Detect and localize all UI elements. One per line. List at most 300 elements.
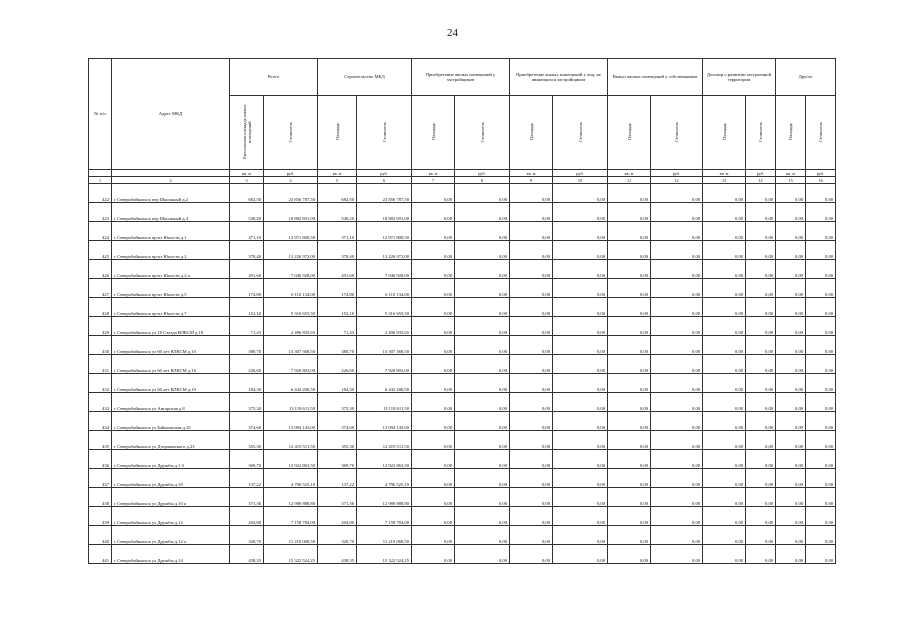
row-construction-area: 369,70 (318, 450, 357, 469)
row-zero-value: 0,00 (806, 450, 836, 469)
header-subcolumn (455, 96, 510, 170)
row-total-cost: 7 920 803,00 (264, 355, 318, 374)
table-row (89, 241, 836, 260)
header-subcolumn-label: Стоимость (674, 121, 680, 143)
column-number-cell: 3 (230, 177, 264, 184)
row-construction-area: 137,22 (318, 469, 357, 488)
row-construction-area: 371,10 (318, 222, 357, 241)
row-zero-value: 0,00 (746, 507, 776, 526)
header-subcolumn (746, 96, 776, 170)
row-zero-value: 0,00 (608, 241, 651, 260)
row-total-cost: 2 496 835,65 (264, 317, 318, 336)
row-zero-value: 0,00 (806, 355, 836, 374)
row-total-cost: 12 980 888,80 (264, 488, 318, 507)
row-zero-value: 0,00 (703, 355, 746, 374)
row-total-area: 152,10 (230, 298, 264, 317)
row-total-area: 371,36 (230, 488, 264, 507)
row-total-cost: 12 419 511,50 (264, 431, 318, 450)
column-number-cell: 14 (746, 177, 776, 184)
row-zero-value: 0,00 (553, 412, 608, 431)
row-zero-value: 0,00 (510, 355, 553, 374)
row-total-cost: 12 971 800,50 (264, 222, 318, 241)
row-zero-value: 0,00 (553, 260, 608, 279)
row-zero-value: 0,00 (776, 279, 806, 298)
row-zero-value: 0,00 (412, 317, 455, 336)
row-zero-value: 0,00 (703, 545, 746, 564)
row-zero-value: 0,00 (746, 469, 776, 488)
row-total-cost: 23 856 787,50 (264, 184, 318, 203)
row-construction-cost: 6 110 134,00 (357, 279, 412, 298)
row-construction-area: 355,30 (318, 431, 357, 450)
row-zero-value: 0,00 (776, 317, 806, 336)
header-subcolumn-label: Стоимость (577, 121, 583, 143)
table-row (89, 393, 836, 412)
row-zero-value: 0,00 (806, 469, 836, 488)
table-row (89, 450, 836, 469)
row-total-area: 204,80 (230, 507, 264, 526)
row-zero-value: 0,00 (703, 298, 746, 317)
row-zero-value: 0,00 (703, 412, 746, 431)
header-subcolumn-label: Площадь (334, 123, 340, 141)
row-zero-value: 0,00 (510, 526, 553, 545)
row-number: 428 (89, 298, 112, 317)
row-zero-value: 0,00 (651, 450, 703, 469)
row-zero-value: 0,00 (608, 488, 651, 507)
row-address: г Северобайкальск ул Дружбы д.10 (112, 469, 230, 488)
row-zero-value: 0,00 (651, 545, 703, 564)
row-zero-value: 0,00 (608, 412, 651, 431)
row-total-area: 540,20 (230, 203, 264, 222)
row-zero-value: 0,00 (455, 393, 510, 412)
row-zero-value: 0,00 (806, 526, 836, 545)
row-zero-value: 0,00 (746, 260, 776, 279)
row-construction-area: 71,43 (318, 317, 357, 336)
row-total-area: 682,50 (230, 184, 264, 203)
header-subcolumn (608, 96, 651, 170)
row-zero-value: 0,00 (412, 488, 455, 507)
row-zero-value: 0,00 (806, 203, 836, 222)
row-zero-value: 0,00 (510, 545, 553, 564)
column-number-cell: 15 (776, 177, 806, 184)
row-zero-value: 0,00 (455, 374, 510, 393)
row-construction-cost: 12 980 888,80 (357, 488, 412, 507)
header-subcolumn-label: Площадь (721, 123, 727, 141)
unit-cell: руб. (746, 170, 776, 177)
row-zero-value: 0,00 (651, 507, 703, 526)
row-address: г Северобайкальск ул Байкальская д.35 (112, 412, 230, 431)
row-zero-value: 0,00 (703, 203, 746, 222)
page-number: 24 (447, 27, 458, 39)
row-zero-value: 0,00 (746, 241, 776, 260)
row-zero-value: 0,00 (806, 298, 836, 317)
row-total-cost: 13 118 611,50 (264, 393, 318, 412)
row-zero-value: 0,00 (553, 222, 608, 241)
row-zero-value: 0,00 (651, 526, 703, 545)
row-zero-value: 0,00 (776, 545, 806, 564)
row-zero-value: 0,00 (776, 336, 806, 355)
row-zero-value: 0,00 (746, 450, 776, 469)
table-row (89, 203, 836, 222)
row-zero-value: 0,00 (553, 317, 608, 336)
row-construction-area: 682,50 (318, 184, 357, 203)
row-zero-value: 0,00 (703, 184, 746, 203)
row-zero-value: 0,00 (776, 260, 806, 279)
row-zero-value: 0,00 (703, 336, 746, 355)
unit-cell: руб. (806, 170, 836, 177)
header-subcolumn-label: Стоимость (288, 121, 293, 143)
row-zero-value: 0,00 (608, 374, 651, 393)
row-total-cost: 11 210 068,50 (264, 526, 318, 545)
row-zero-value: 0,00 (553, 184, 608, 203)
row-zero-value: 0,00 (776, 241, 806, 260)
row-construction-cost: 7 920 803,00 (357, 355, 412, 374)
row-zero-value: 0,00 (510, 450, 553, 469)
row-address: г Северобайкальск ул Дружбы д.14 (112, 545, 230, 564)
column-number-cell: 5 (318, 177, 357, 184)
row-address: г Северобайкальск пр-кт Юности д.7 (112, 298, 230, 317)
row-zero-value: 0,00 (746, 355, 776, 374)
row-number: 434 (89, 412, 112, 431)
row-zero-value: 0,00 (510, 317, 553, 336)
header-subcolumn-label: Стоимость (479, 121, 485, 143)
row-zero-value: 0,00 (703, 317, 746, 336)
row-zero-value: 0,00 (412, 393, 455, 412)
row-total-cost: 18 882 691,00 (264, 203, 318, 222)
row-zero-value: 0,00 (651, 260, 703, 279)
table-row (89, 412, 836, 431)
column-number-cell: 12 (651, 177, 703, 184)
row-zero-value: 0,00 (553, 393, 608, 412)
row-address: г Северобайкальск пр-кт Юности д.5 (112, 279, 230, 298)
row-number: 430 (89, 336, 112, 355)
table-row (89, 355, 836, 374)
row-construction-cost: 12 922 863,50 (357, 450, 412, 469)
table-row (89, 374, 836, 393)
row-total-cost: 7 158 784,00 (264, 507, 318, 526)
row-construction-cost: 5 316 655,50 (357, 298, 412, 317)
column-number-cell: 7 (412, 177, 455, 184)
row-zero-value: 0,00 (553, 450, 608, 469)
row-construction-cost: 13 118 611,50 (357, 393, 412, 412)
row-address: г Северобайкальск пр-кт Юности д.2 (112, 241, 230, 260)
row-zero-value: 0,00 (806, 545, 836, 564)
unit-cell: кв. м (776, 170, 806, 177)
row-zero-value: 0,00 (651, 241, 703, 260)
row-zero-value: 0,00 (608, 184, 651, 203)
unit-cell: кв. м (608, 170, 651, 177)
header-subcolumn (806, 96, 836, 170)
row-total-area: 371,10 (230, 222, 264, 241)
units-empty-cell (89, 170, 112, 177)
row-construction-cost: 2 496 835,65 (357, 317, 412, 336)
row-zero-value: 0,00 (703, 222, 746, 241)
row-zero-value: 0,00 (806, 488, 836, 507)
row-zero-value: 0,00 (703, 279, 746, 298)
row-zero-value: 0,00 (703, 241, 746, 260)
row-zero-value: 0,00 (806, 507, 836, 526)
row-address: г Северобайкальск ул Дзержинского д.23 (112, 431, 230, 450)
row-construction-area: 438,35 (318, 545, 357, 564)
row-zero-value: 0,00 (776, 507, 806, 526)
unit-cell: руб. (357, 170, 412, 177)
row-zero-value: 0,00 (746, 488, 776, 507)
row-zero-value: 0,00 (553, 279, 608, 298)
row-zero-value: 0,00 (806, 222, 836, 241)
row-address: г Северобайкальск пр-кт Юности д.2 а (112, 260, 230, 279)
row-address: г Северобайкальск пр-кт Юности д.1 (112, 222, 230, 241)
row-total-cost: 5 316 655,50 (264, 298, 318, 317)
row-zero-value: 0,00 (455, 184, 510, 203)
row-zero-value: 0,00 (746, 184, 776, 203)
header-subcolumn (703, 96, 746, 170)
table-row (89, 469, 836, 488)
row-number: 433 (89, 393, 112, 412)
row-construction-cost: 4 796 525,10 (357, 469, 412, 488)
row-zero-value: 0,00 (776, 393, 806, 412)
row-zero-value: 0,00 (651, 222, 703, 241)
row-number: 439 (89, 507, 112, 526)
row-zero-value: 0,00 (412, 222, 455, 241)
row-zero-value: 0,00 (553, 545, 608, 564)
row-zero-value: 0,00 (746, 317, 776, 336)
row-zero-value: 0,00 (608, 469, 651, 488)
row-zero-value: 0,00 (455, 412, 510, 431)
row-zero-value: 0,00 (806, 412, 836, 431)
unit-cell: кв. м (318, 170, 357, 177)
row-zero-value: 0,00 (651, 412, 703, 431)
table-row (89, 317, 836, 336)
row-zero-value: 0,00 (703, 488, 746, 507)
row-total-cost: 4 796 525,10 (264, 469, 318, 488)
row-address: г Северобайкальск ул Дружбы д.12 (112, 507, 230, 526)
row-zero-value: 0,00 (455, 279, 510, 298)
row-zero-value: 0,00 (412, 412, 455, 431)
row-zero-value: 0,00 (510, 336, 553, 355)
table-row (89, 260, 836, 279)
row-zero-value: 0,00 (776, 355, 806, 374)
row-construction-area: 174,80 (318, 279, 357, 298)
row-zero-value: 0,00 (412, 526, 455, 545)
header-subcolumn-label: Стоимость (758, 121, 764, 143)
row-construction-cost: 23 856 787,50 (357, 184, 412, 203)
row-address: г Северобайкальск ул 60 лет ВЛКСМ д.19 (112, 374, 230, 393)
row-zero-value: 0,00 (776, 203, 806, 222)
row-zero-value: 0,00 (608, 317, 651, 336)
column-number-cell: 11 (608, 177, 651, 184)
row-zero-value: 0,00 (651, 488, 703, 507)
column-number-cell: 1 (89, 177, 112, 184)
row-zero-value: 0,00 (608, 298, 651, 317)
table-row (89, 507, 836, 526)
row-zero-value: 0,00 (455, 203, 510, 222)
header-group: Выкуп жилых помещений у собственников (608, 59, 703, 96)
row-zero-value: 0,00 (776, 488, 806, 507)
row-zero-value: 0,00 (746, 203, 776, 222)
row-zero-value: 0,00 (806, 260, 836, 279)
row-total-cost: 12 922 863,50 (264, 450, 318, 469)
header-group: Другое (776, 59, 836, 96)
row-construction-area: 320,70 (318, 526, 357, 545)
header-groups-row (89, 59, 836, 96)
row-construction-cost: 7 046 928,00 (357, 260, 412, 279)
row-construction-area: 378,40 (318, 241, 357, 260)
row-address: г Северобайкальск пер Школьный д.4 (112, 203, 230, 222)
row-address: г Северобайкальск пер Школьный д.2 (112, 184, 230, 203)
header-subcolumn (230, 96, 264, 170)
row-zero-value: 0,00 (608, 279, 651, 298)
row-zero-value: 0,00 (746, 412, 776, 431)
column-number-cell: 6 (357, 177, 412, 184)
row-address: г Северобайкальск ул Дружбы д.10 а (112, 488, 230, 507)
row-zero-value: 0,00 (806, 279, 836, 298)
row-zero-value: 0,00 (806, 241, 836, 260)
row-address: г Северобайкальск ул Дружбы д.1 б (112, 450, 230, 469)
row-zero-value: 0,00 (553, 298, 608, 317)
header-subcolumn-label: Площадь (528, 123, 534, 141)
row-zero-value: 0,00 (746, 279, 776, 298)
row-zero-value: 0,00 (703, 469, 746, 488)
row-zero-value: 0,00 (806, 431, 836, 450)
row-number: 427 (89, 279, 112, 298)
column-number-cell: 4 (264, 177, 318, 184)
row-zero-value: 0,00 (455, 488, 510, 507)
table-row (89, 545, 836, 564)
header-subcolumn-label: Площадь (626, 123, 632, 141)
row-zero-value: 0,00 (553, 336, 608, 355)
row-zero-value: 0,00 (455, 222, 510, 241)
row-number: 436 (89, 450, 112, 469)
header-subcolumn (264, 96, 318, 170)
row-zero-value: 0,00 (608, 355, 651, 374)
table-row (89, 222, 836, 241)
row-zero-value: 0,00 (455, 355, 510, 374)
row-zero-value: 0,00 (412, 184, 455, 203)
row-zero-value: 0,00 (510, 260, 553, 279)
row-zero-value: 0,00 (553, 241, 608, 260)
row-zero-value: 0,00 (608, 450, 651, 469)
header-subcolumn (510, 96, 553, 170)
row-construction-cost: 18 882 691,00 (357, 203, 412, 222)
row-construction-area: 201,60 (318, 260, 357, 279)
header-subcolumn-label: Площадь (788, 123, 794, 141)
row-construction-cost: 15 322 524,25 (357, 545, 412, 564)
row-zero-value: 0,00 (455, 298, 510, 317)
row-zero-value: 0,00 (455, 526, 510, 545)
unit-cell: кв. м (412, 170, 455, 177)
row-total-area: 374,60 (230, 412, 264, 431)
header-subcolumn (412, 96, 455, 170)
row-zero-value: 0,00 (412, 469, 455, 488)
header-subcolumn (318, 96, 357, 170)
row-total-area: 438,35 (230, 545, 264, 564)
row-zero-value: 0,00 (455, 507, 510, 526)
row-zero-value: 0,00 (776, 412, 806, 431)
row-zero-value: 0,00 (510, 412, 553, 431)
row-zero-value: 0,00 (608, 203, 651, 222)
row-zero-value: 0,00 (746, 298, 776, 317)
unit-cell: кв. м (703, 170, 746, 177)
row-zero-value: 0,00 (510, 298, 553, 317)
row-construction-cost: 6 442 206,50 (357, 374, 412, 393)
header-group: Договор о развитии застроенной территории (703, 59, 776, 96)
row-zero-value: 0,00 (651, 336, 703, 355)
row-zero-value: 0,00 (651, 279, 703, 298)
header-subcolumn-label: Площадь (430, 123, 436, 141)
row-zero-value: 0,00 (455, 260, 510, 279)
header-group: Приобретение жилых помещений у застройщиков (412, 59, 510, 96)
row-total-cost: 6 442 206,50 (264, 374, 318, 393)
row-construction-area: 375,30 (318, 393, 357, 412)
row-construction-area: 380,70 (318, 336, 357, 355)
column-number-cell: 9 (510, 177, 553, 184)
row-construction-area: 226,60 (318, 355, 357, 374)
row-zero-value: 0,00 (412, 203, 455, 222)
row-zero-value: 0,00 (608, 336, 651, 355)
unit-cell: руб. (455, 170, 510, 177)
row-zero-value: 0,00 (776, 431, 806, 450)
row-total-area: 320,70 (230, 526, 264, 545)
row-zero-value: 0,00 (412, 450, 455, 469)
row-number: 426 (89, 260, 112, 279)
column-number-cell: 13 (703, 177, 746, 184)
row-total-area: 184,30 (230, 374, 264, 393)
row-zero-value: 0,00 (776, 469, 806, 488)
row-zero-value: 0,00 (746, 336, 776, 355)
row-zero-value: 0,00 (651, 431, 703, 450)
row-total-area: 137,22 (230, 469, 264, 488)
row-zero-value: 0,00 (553, 488, 608, 507)
row-number: 423 (89, 203, 112, 222)
column-number-cell: 2 (112, 177, 230, 184)
header-address: Адрес МКД (112, 59, 230, 170)
row-zero-value: 0,00 (703, 393, 746, 412)
row-zero-value: 0,00 (412, 545, 455, 564)
table-row (89, 336, 836, 355)
row-zero-value: 0,00 (776, 222, 806, 241)
table-row (89, 488, 836, 507)
row-total-area: 369,70 (230, 450, 264, 469)
row-zero-value: 0,00 (510, 469, 553, 488)
row-number: 441 (89, 545, 112, 564)
resettlement-table (88, 58, 836, 564)
row-zero-value: 0,00 (553, 431, 608, 450)
row-zero-value: 0,00 (651, 203, 703, 222)
row-total-cost: 6 110 134,00 (264, 279, 318, 298)
row-zero-value: 0,00 (455, 241, 510, 260)
row-zero-value: 0,00 (510, 203, 553, 222)
row-zero-value: 0,00 (776, 298, 806, 317)
row-zero-value: 0,00 (746, 545, 776, 564)
header-index: № п/п (89, 59, 112, 170)
row-construction-area: 152,10 (318, 298, 357, 317)
row-zero-value: 0,00 (412, 260, 455, 279)
row-number: 431 (89, 355, 112, 374)
row-zero-value: 0,00 (746, 222, 776, 241)
row-zero-value: 0,00 (776, 184, 806, 203)
row-zero-value: 0,00 (412, 507, 455, 526)
row-total-cost: 7 046 928,00 (264, 260, 318, 279)
row-zero-value: 0,00 (412, 241, 455, 260)
row-zero-value: 0,00 (553, 203, 608, 222)
row-zero-value: 0,00 (608, 545, 651, 564)
row-construction-area: 540,20 (318, 203, 357, 222)
row-total-area: 380,70 (230, 336, 264, 355)
row-zero-value: 0,00 (510, 222, 553, 241)
row-zero-value: 0,00 (455, 336, 510, 355)
row-zero-value: 0,00 (608, 526, 651, 545)
row-total-cost: 15 322 524,25 (264, 545, 318, 564)
row-number: 437 (89, 469, 112, 488)
